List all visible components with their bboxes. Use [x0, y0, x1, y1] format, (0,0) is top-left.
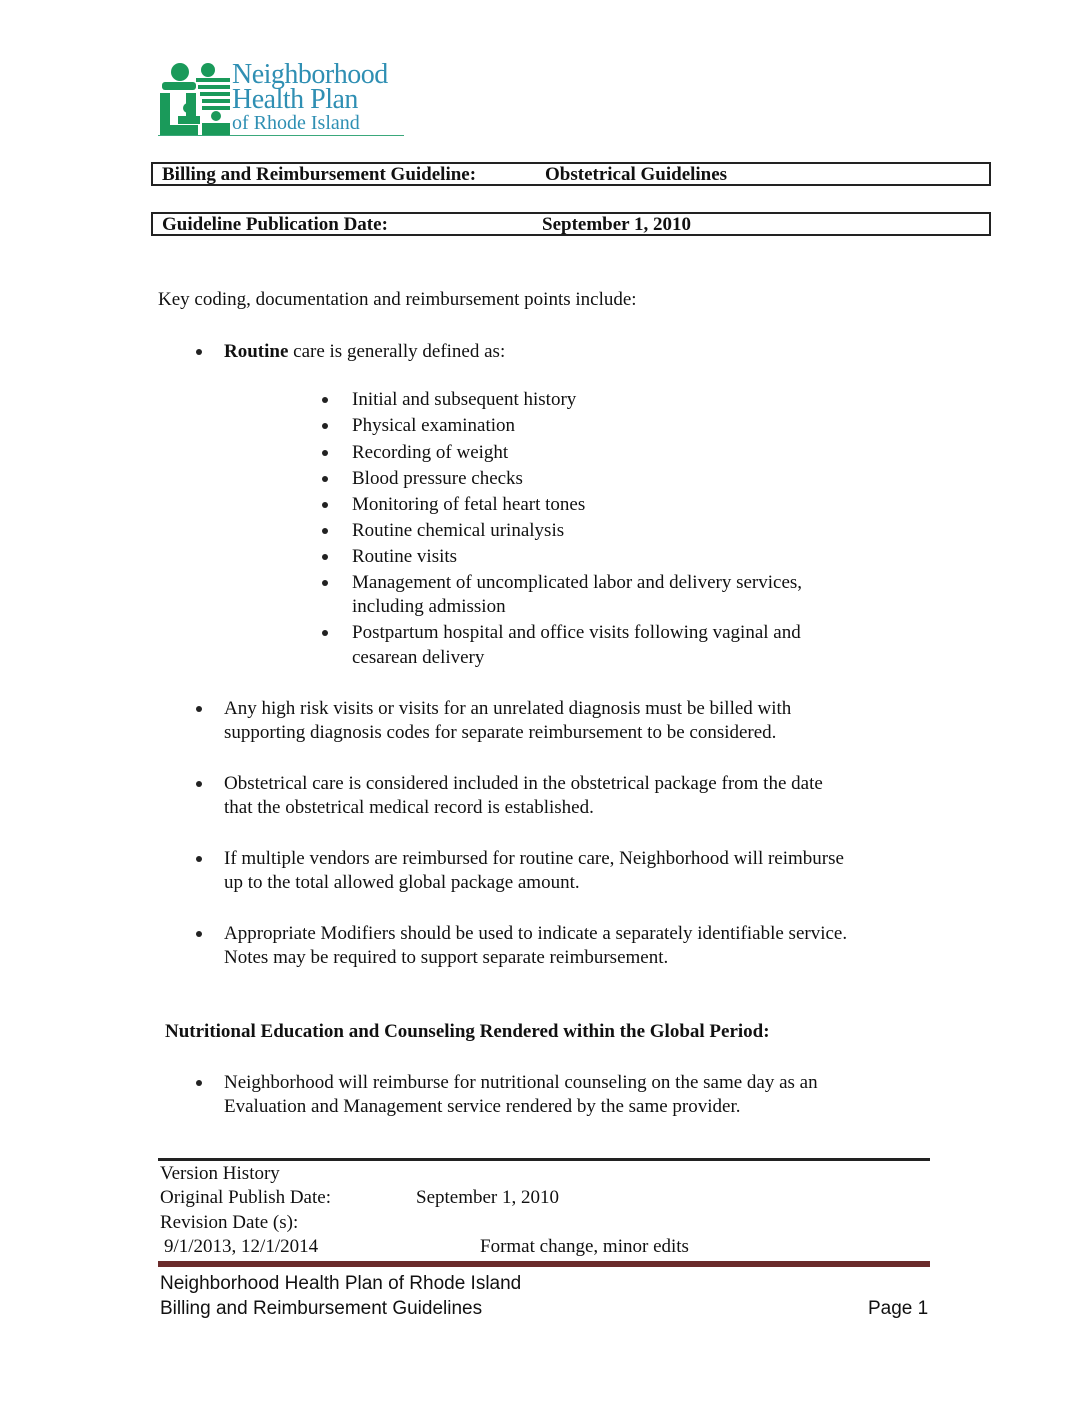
routine-bold: Routine [224, 341, 289, 362]
bullet-icon [322, 554, 328, 560]
list-item: Initial and subsequent history [352, 389, 577, 410]
guideline-title-box [151, 162, 991, 186]
list-item: Postpartum hospital and office visits following vaginal and [352, 622, 801, 643]
logo-line-3: of Rhode Island [232, 112, 360, 134]
routine-rest: care is generally defined as: [288, 341, 506, 362]
logo-wordmark [232, 59, 388, 134]
list-item: Recording of weight [352, 442, 509, 463]
bullet-icon [196, 856, 202, 862]
bullet-icon [196, 931, 202, 937]
bullet-icon [322, 397, 328, 403]
nutrition-line: Evaluation and Management service rendered by the same provider. [224, 1096, 741, 1117]
publication-date-value: September 1, 2010 [542, 214, 691, 235]
guideline-value: Obstetrical Guidelines [545, 164, 728, 185]
original-date-value: September 1, 2010 [416, 1187, 560, 1208]
bullet-icon [322, 580, 328, 586]
list-item: Monitoring of fetal heart tones [352, 494, 586, 515]
logo-underline [158, 135, 404, 136]
logo [158, 60, 408, 140]
list-item-continued: cesarean delivery [352, 647, 485, 668]
list-item: Physical examination [352, 415, 516, 436]
page-number: Page 1 [868, 1298, 929, 1319]
bullet-icon [322, 476, 328, 482]
point-line: that the obstetrical medical record is established. [224, 797, 594, 818]
bullet-icon [196, 706, 202, 712]
routine-heading [224, 340, 505, 364]
version-divider [158, 1158, 930, 1161]
intro-text: Key coding, documentation and reimbursement points include: [158, 289, 637, 310]
point-line: Any high risk visits or visits for an unrelated diagnosis must be billed with [224, 698, 792, 719]
point-line: Appropriate Modifiers should be used to indicate a separately identifiable service. [224, 923, 848, 944]
revision-dates: 9/1/2013, 12/1/2014 [164, 1236, 319, 1257]
point-line: Notes may be required to support separate reimbursement. [224, 947, 669, 968]
point-line: supporting diagnosis codes for separate reimbursement to be considered. [224, 722, 777, 743]
nutrition-heading: Nutritional Education and Counseling Rendered within the Global Period: [165, 1021, 770, 1042]
footer-divider [158, 1261, 930, 1267]
original-date-label: Original Publish Date: [160, 1187, 331, 1208]
logo-line-1: Neighborhood [232, 59, 388, 90]
list-item: Routine visits [352, 546, 458, 567]
footer-doc-title: Billing and Reimbursement Guidelines [160, 1298, 483, 1319]
point-line: up to the total allowed global package amount. [224, 872, 580, 893]
bullet-icon [322, 528, 328, 534]
publication-date-box [151, 212, 991, 236]
bullet-icon [322, 630, 328, 636]
guideline-label: Billing and Reimbursement Guideline: [162, 164, 477, 185]
list-item: Routine chemical urinalysis [352, 520, 565, 541]
family-figures-icon [158, 60, 232, 138]
list-item: Blood pressure checks [352, 468, 523, 489]
publication-date-label: Guideline Publication Date: [162, 214, 388, 235]
list-item: Management of uncomplicated labor and delivery services, [352, 572, 803, 593]
point-line: Obstetrical care is considered included in the obstetrical package from the date [224, 773, 823, 794]
nutrition-line: Neighborhood will reimburse for nutritional counseling on the same day as an [224, 1072, 818, 1093]
bullet-icon [322, 502, 328, 508]
bullet-icon [322, 450, 328, 456]
bullet-icon [196, 1080, 202, 1086]
point-line: If multiple vendors are reimbursed for routine care, Neighborhood will reimburse [224, 848, 844, 869]
version-title: Version History [160, 1163, 280, 1184]
list-item-continued: including admission [352, 596, 506, 617]
bullet-icon [322, 423, 328, 429]
bullet-icon [196, 781, 202, 787]
revision-note: Format change, minor edits [480, 1236, 689, 1257]
bullet-icon [196, 349, 202, 355]
revision-label: Revision Date (s): [160, 1212, 299, 1233]
logo-line-2: Health Plan [232, 84, 358, 115]
footer-org: Neighborhood Health Plan of Rhode Island [160, 1273, 522, 1294]
